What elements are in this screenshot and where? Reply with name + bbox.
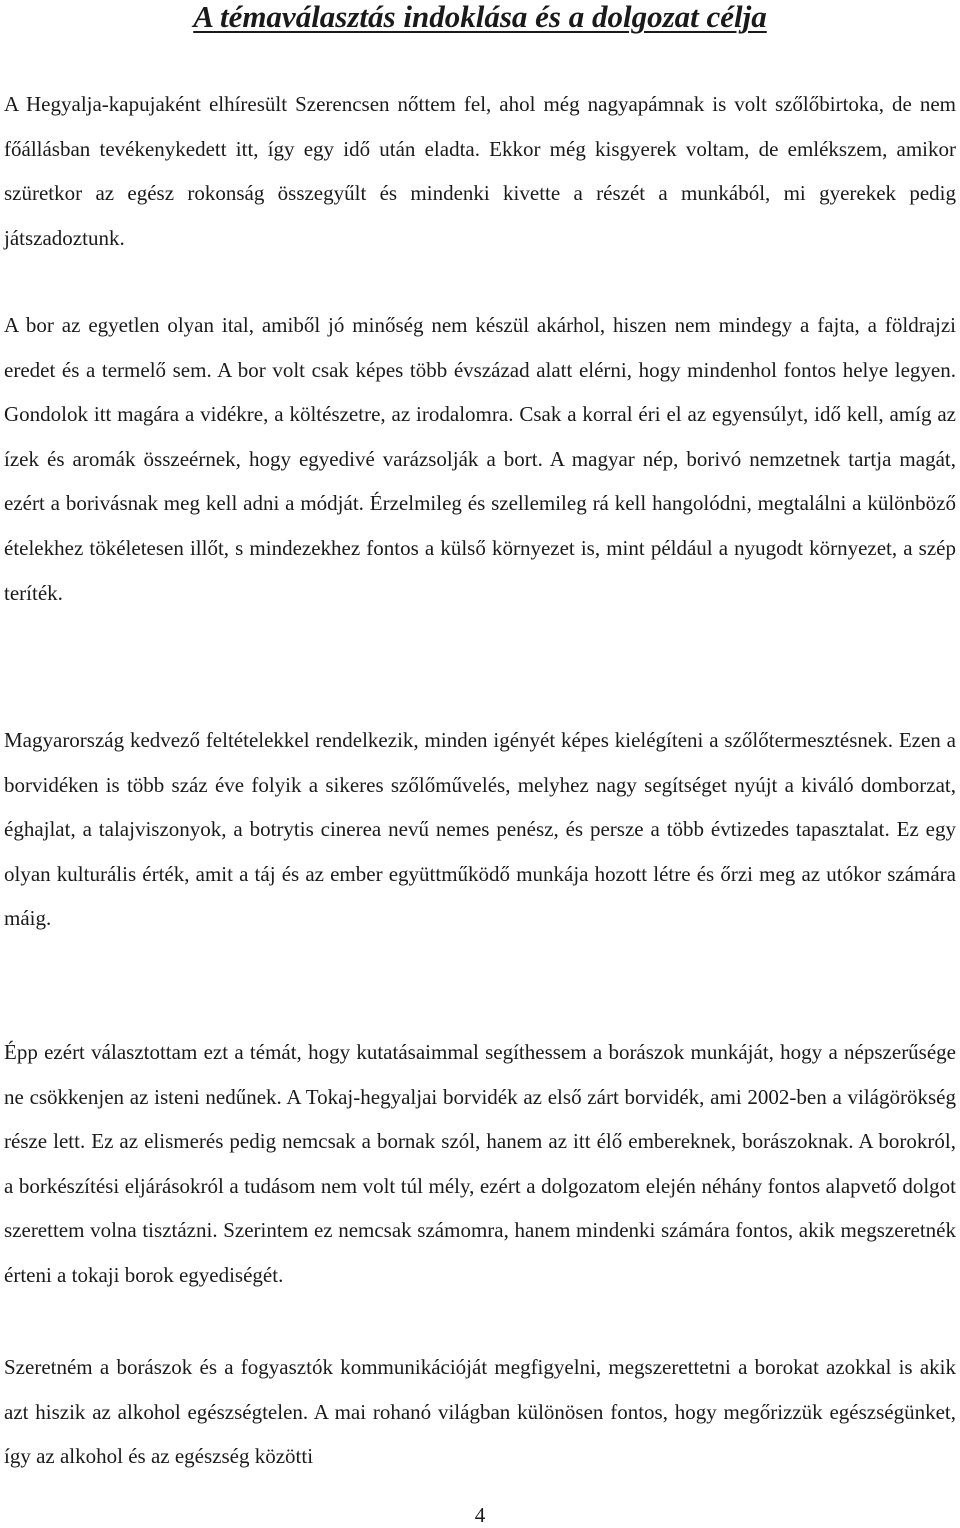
paragraph-communication: Szeretném a borászok és a fogyasztók kommunikációját megfigyelni, megszerettetni a borokat azokkal is akik azt hiszik az alkohol egészségtelen. A mai rohanó világban különösen fontos, hogy megőrizzük egészségünket, így az alkohol és az egészség közötti [4,1355,956,1469]
page-number: 4 [474,1503,486,1527]
page-title: A témaválasztás indoklása és a dolgozat célja [193,0,767,34]
paragraph-wine-quality: A bor az egyetlen olyan ital, amiből jó minőség nem készül akárhol, hiszen nem mindegy a fajta, a földrajzi eredet és a termelő sem. A bor volt csak képes több évszázad alatt elérni, hogy mindenhol fontos helye legyen. Gondolok itt magára a vidékre, a költészetre, az irodalomra. Csak a korral éri el az egyensúlyt, idő kell, amíg az ízek és aromák összeérnek, hogy egyedivé varázsolják a bort. A magyar nép, borivó nemzetnek tartja magát, ezért a borivásnak meg kell adni a módját. Érzelmileg és szellemileg rá kell hangolódni, megtalálni a különböző ételekhez tökéletesen illőt, s mindezekhez fontos a külső környezet is, mint például a nyugodt környezet, a szép teríték. [4,313,956,605]
paragraph-childhood: A Hegyalja-kapujaként elhíresült Szerencsen nőttem fel, ahol még nagyapámnak is volt szőlőbirtoka, de nem főállásban tevékenykedett itt, így egy idő után eladta. Ekkor még kisgyerek voltam, de emlékszem, amikor szüretkor az egész rokonság összegyűlt és mindenki kivette a részét a munkából, mi gyerekek pedig játszadoztunk. [4,92,956,250]
paragraph-hungary-conditions: Magyarország kedvező feltételekkel rendelkezik, minden igényét képes kielégíteni a szőlőtermesztésnek. Ezen a borvidéken is több száz éve folyik a sikeres szőlőművelés, melyhez nagy segítséget nyújt a kiváló domborzat, éghajlat, a talajviszonyok, a botrytis cinerea nevű nemes penész, és persze a több évtizedes tapasztalat. Ez egy olyan kulturális érték, amit a táj és az ember együttműködő munkája hozott létre és őrzi meg az utókor számára máig. [4,728,956,931]
paragraph-topic-choice: Épp ezért választottam ezt a témát, hogy kutatásaimmal segíthessem a borászok munkáját, hogy a népszerűsége ne csökkenjen az isteni nedűnek. A Tokaj-hegyaljai borvidék az első zárt borvidék, ami 2002-ben a világörökség része lett. Ez az elismerés pedig nemcsak a bornak szól, hanem az itt élő embereknek, borászoknak. A borokról, a borkészítési eljárásokról a tudásom nem volt túl mély, ezért a dolgozatom elején néhány fontos alapvető dolgot szerettem volna tisztázni. Szerintem ez nemcsak számomra, hanem mindenki számára fontos, akik megszeretnék érteni a tokaji borok egyediségét. [4,1040,956,1287]
